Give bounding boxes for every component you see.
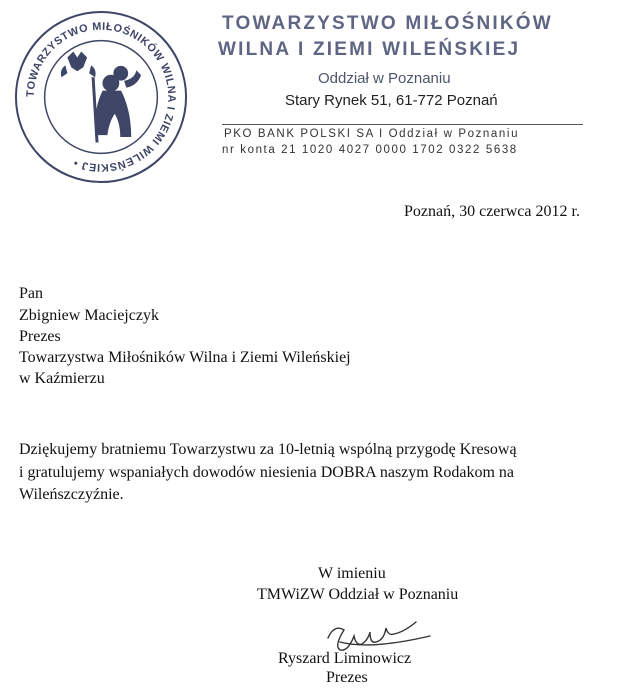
seal-ring-text: TOWARZYSTWO MIŁOŚNIKÓW WILNA I ZIEMI WILEŃSKIEJ • <box>24 20 178 174</box>
organization-name-line1: TOWARZYSTWO MIŁOŚNIKÓW <box>222 13 553 34</box>
eagle-emblem <box>61 52 96 78</box>
organization-name-line2: WILNA I ZIEMI WILEŃSKIEJ <box>218 39 521 60</box>
body-line: Dziękujemy bratniemu Towarzystwu za 10-letnią wspólną przygodę Kresową <box>19 441 517 458</box>
letter-date: Poznań, 30 czerwca 2012 r. <box>404 203 580 220</box>
bank-name: PKO BANK POLSKI SA I Oddział w Poznaniu <box>224 128 520 140</box>
closing-line: W imieniu <box>318 565 386 582</box>
signatory-name: Ryszard Liminowicz <box>278 650 412 667</box>
recipient-line: w Kaźmierzu <box>19 370 105 387</box>
closing-line: TMWiZW Oddział w Poznaniu <box>257 586 459 603</box>
bank-account-number: nr konta 21 1020 4027 0000 1702 0322 5638 <box>222 144 518 156</box>
body-line: i gratulujemy wspaniałych dowodów niesienia DOBRA naszym Rodakom na <box>19 464 515 481</box>
recipient-line: Pan <box>19 285 43 302</box>
saint-figure-emblem <box>93 66 140 142</box>
signatory-title: Prezes <box>326 669 368 686</box>
body-line: Wileńszczyźnie. <box>19 486 124 503</box>
recipient-line: Towarzystwa Miłośników Wilna i Ziemi Wileńskiej <box>19 349 351 366</box>
recipient-line: Prezes <box>19 328 61 345</box>
branch-name: Oddział w Poznaniu <box>318 70 451 87</box>
letterhead-divider <box>222 124 583 125</box>
organization-address: Stary Rynek 51, 61-772 Poznań <box>285 92 498 109</box>
recipient-line: Zbigniew Maciejczyk <box>19 307 159 324</box>
society-seal <box>12 8 190 186</box>
